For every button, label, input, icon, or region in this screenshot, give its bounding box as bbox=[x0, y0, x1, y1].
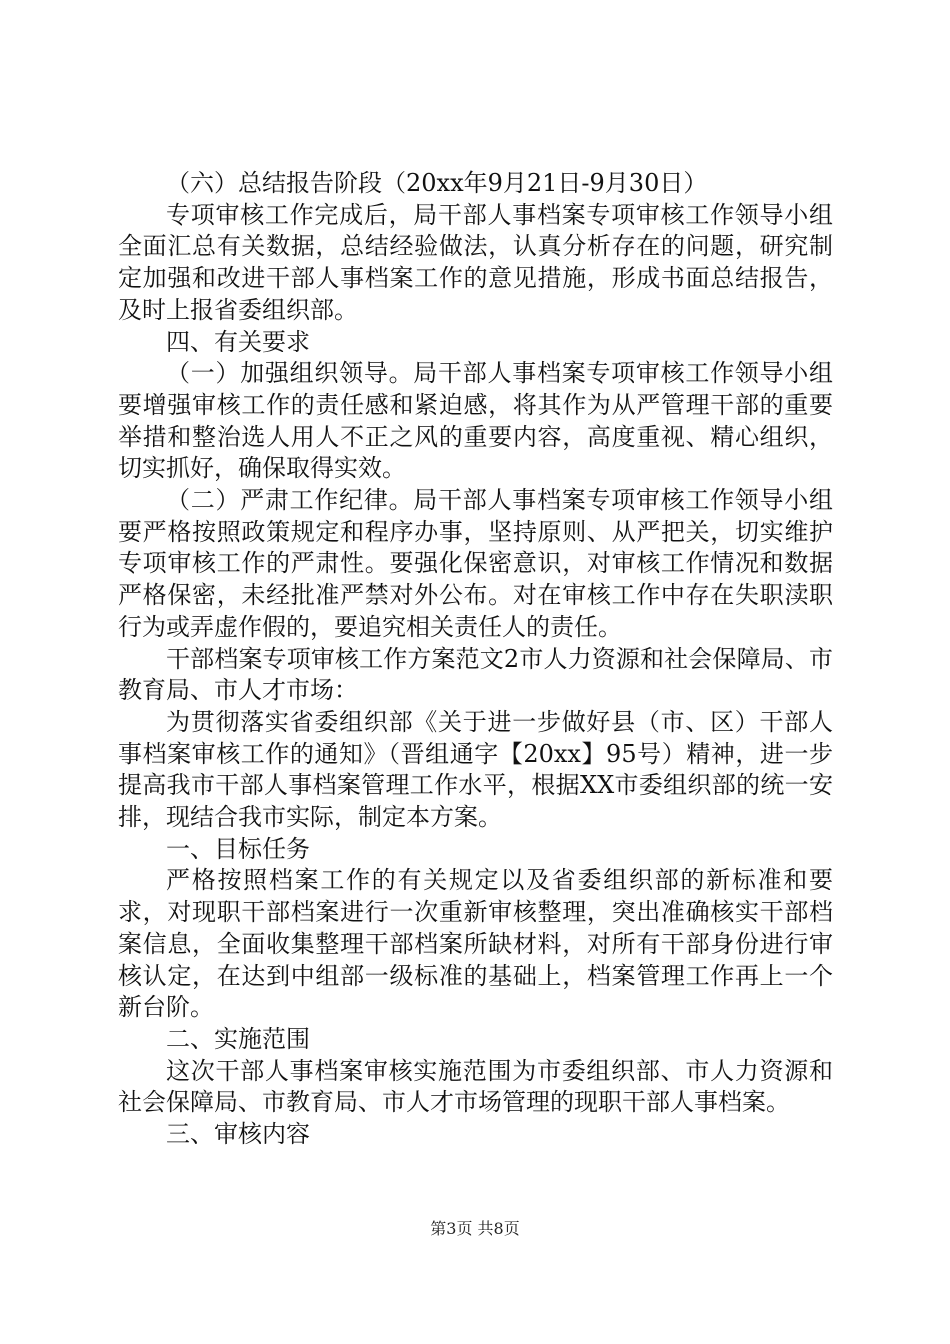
paragraph-scope: 这次干部人事档案审核实施范围为市委组织部、市人力资源和社会保障局、市教育局、市人才市场管理的现职干部人事档案。 bbox=[118, 1056, 833, 1117]
section-heading-goals: 一、目标任务 bbox=[166, 834, 310, 863]
paragraph-goals: 严格按照档案工作的有关规定以及省委组织部的新标准和要求，对现职干部档案进行一次重新审核整理，突出准确核实干部档案信息，全面收集整理干部档案所缺材料，对所有干部身份进行审核认定，在达到中组部一级标准的基础上，档案管理工作再上一个新台阶。 bbox=[118, 866, 833, 1022]
paragraph-sample-2-recipients: 干部档案专项审核工作方案范文2市人力资源和社会保障局、市教育局、市人才市场： bbox=[118, 644, 833, 705]
document-body bbox=[118, 168, 833, 1151]
paragraph-sample-2-intro: 为贯彻落实省委组织部《关于进一步做好县（市、区）干部人事档案审核工作的通知》（晋组通字【20xx】95号）精神，进一步提高我市干部人事档案管理工作水平，根据XX市委组织部的统一安排，现结合我市实际，制定本方案。 bbox=[118, 707, 833, 832]
paragraph-summary-report: 专项审核工作完成后，局干部人事档案专项审核工作领导小组全面汇总有关数据，总结经验做法，认真分析存在的问题，研究制定加强和改进干部人事档案工作的意见措施，形成书面总结报告，及时上报省委组织部。 bbox=[118, 200, 833, 324]
paragraph-work-discipline: （二）严肃工作纪律。局干部人事档案专项审核工作领导小组要严格按照政策规定和程序办事，坚持原则、从严把关，切实维护专项审核工作的严肃性。要强化保密意识，对审核工作情况和数据严格保密，未经批准严禁对外公布。对在审核工作中存在失职渎职行为或弄虚作假的，要追究相关责任人的责任。 bbox=[118, 486, 833, 641]
section-heading-requirements: 四、有关要求 bbox=[166, 327, 310, 356]
page-number-footer: 第3页 共8页 bbox=[430, 1219, 520, 1238]
section-heading-review-content: 三、审核内容 bbox=[166, 1120, 310, 1149]
section-heading-scope: 二、实施范围 bbox=[166, 1024, 310, 1053]
section-heading-summary-stage: （六）总结报告阶段（20xx年9月21日-9月30日） bbox=[166, 169, 708, 197]
paragraph-strengthen-leadership: （一）加强组织领导。局干部人事档案专项审核工作领导小组要增强审核工作的责任感和紧迫感，将其作为从严管理干部的重要举措和整治选人用人不正之风的重要内容，高度重视、精心组织，切实抓好，确保取得实效。 bbox=[118, 359, 833, 483]
